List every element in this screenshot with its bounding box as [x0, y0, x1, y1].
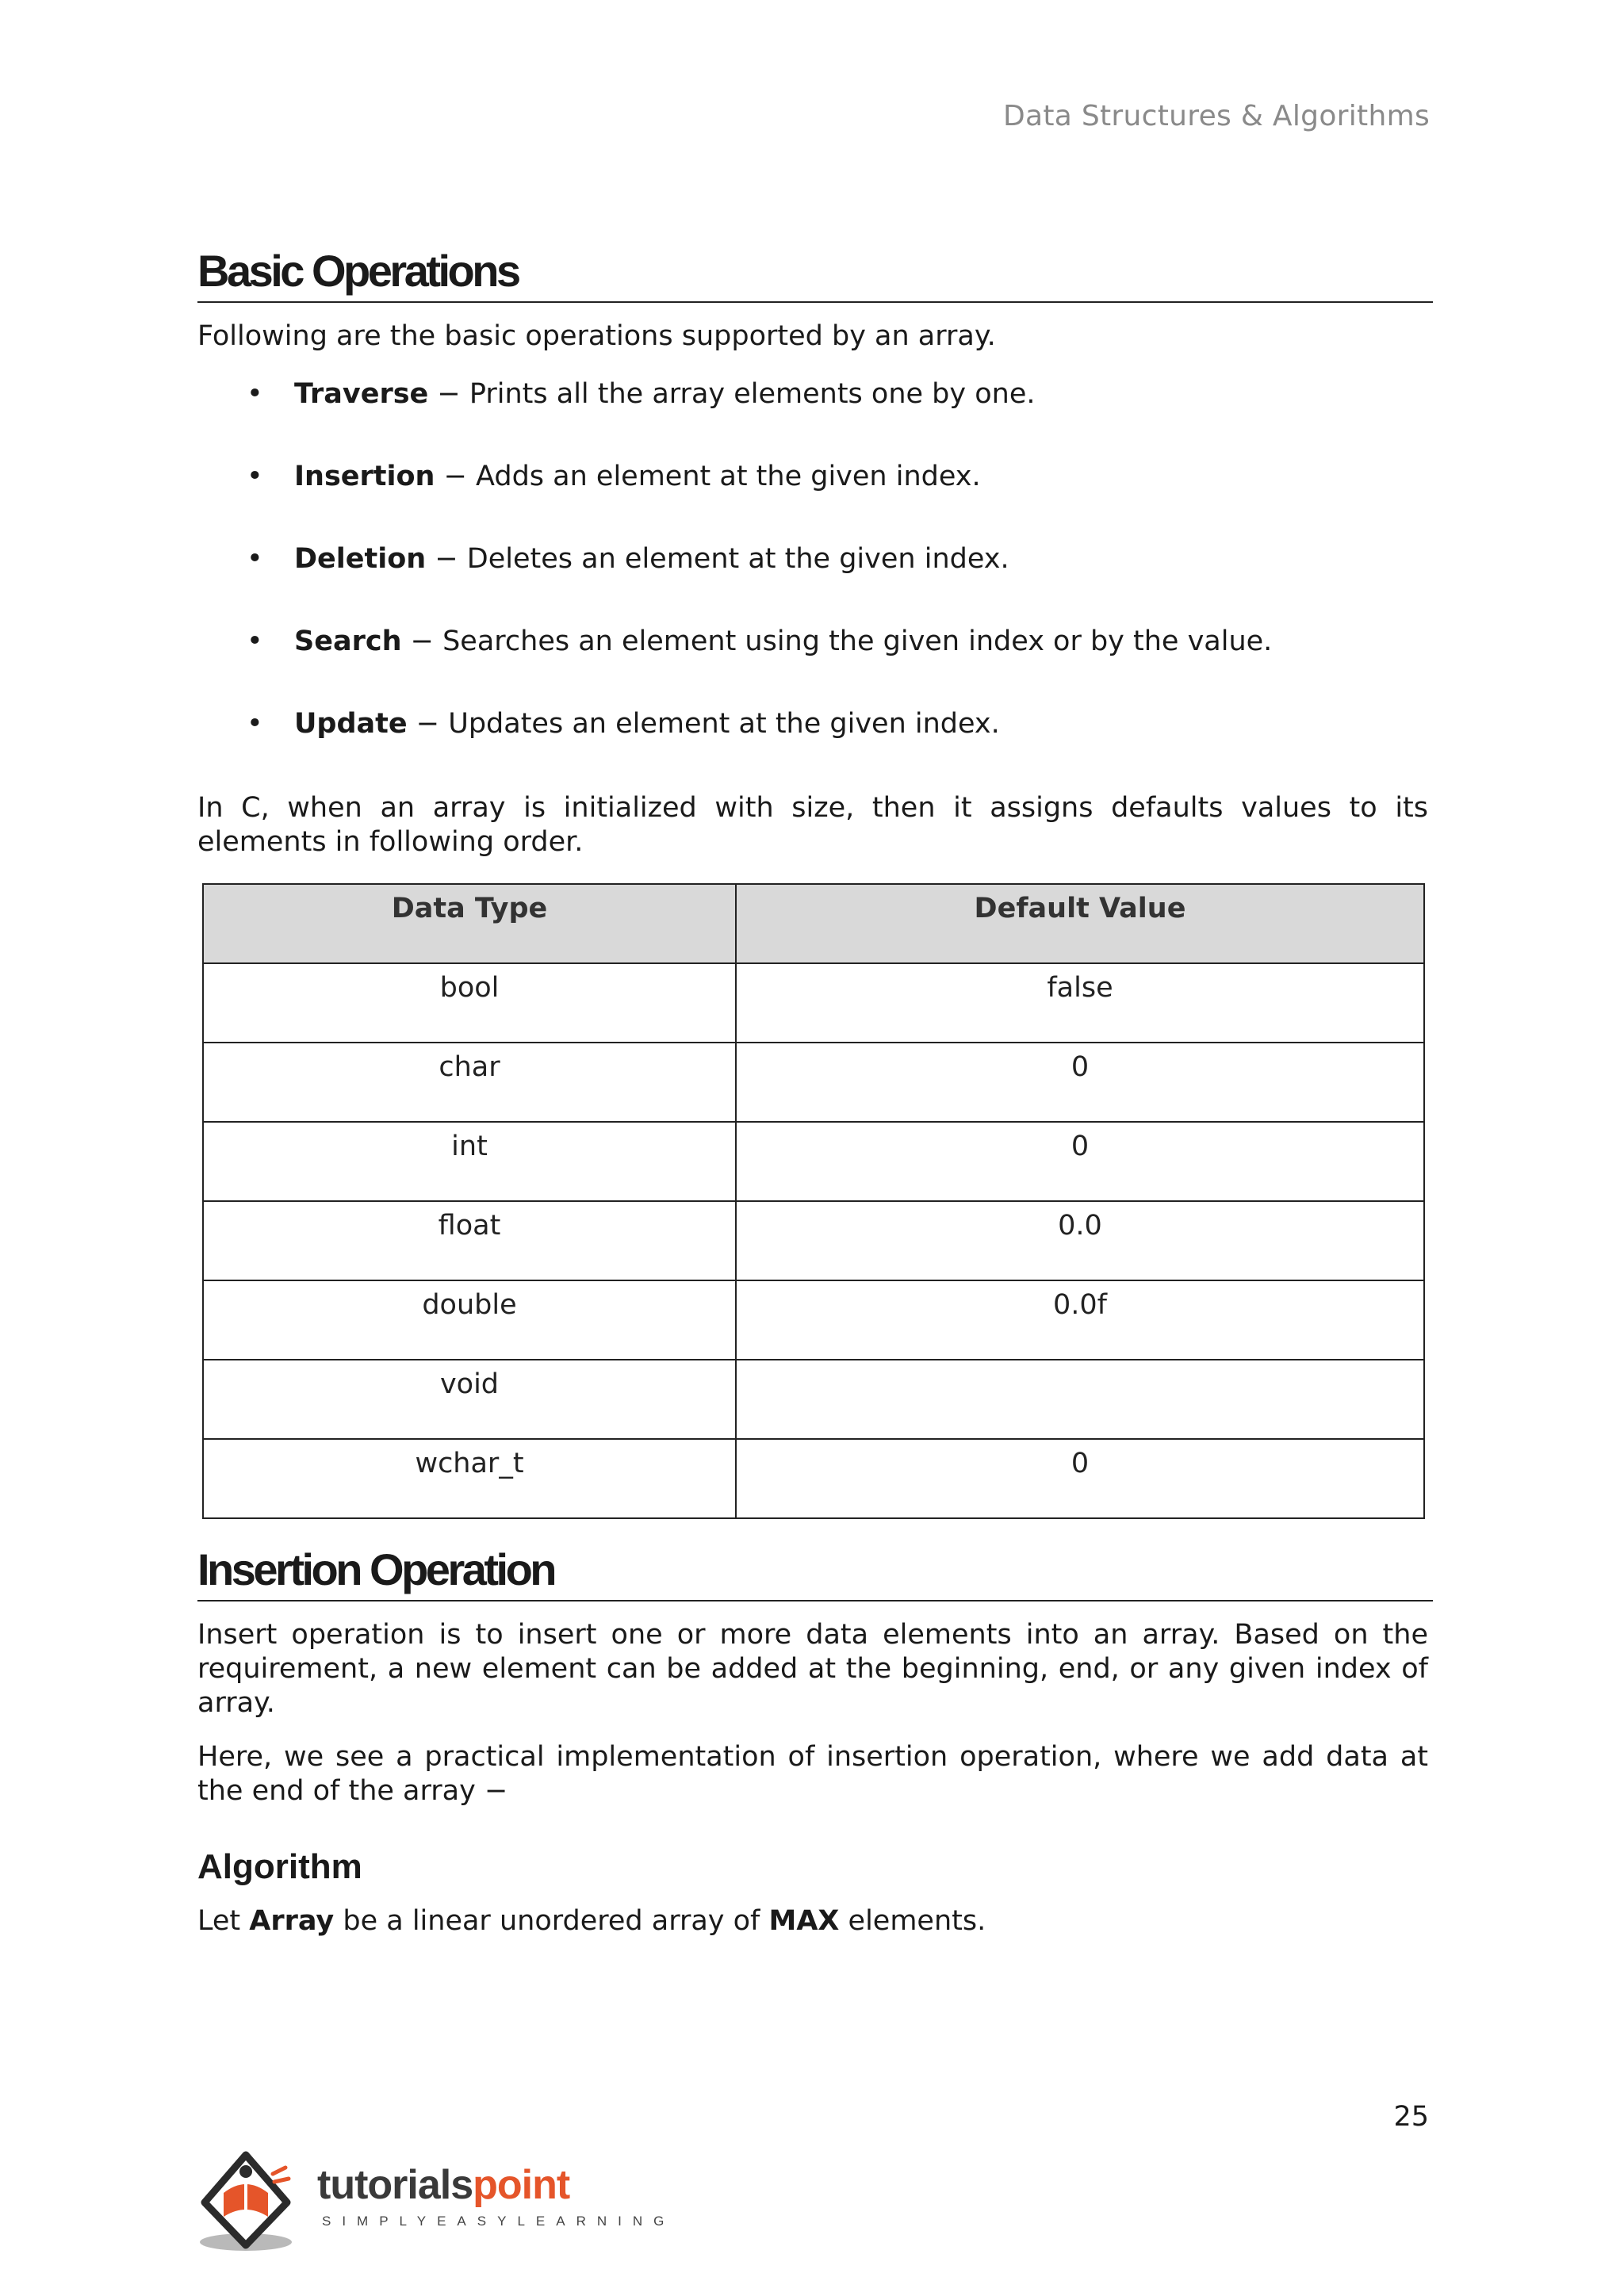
insertion-operation-title: Insertion Operation	[197, 1544, 1433, 1601]
bullet-icon: •	[247, 378, 263, 410]
table-header-row	[203, 884, 1424, 963]
operation-desc: − Adds an element at the given index.	[435, 461, 981, 492]
bullet-icon: •	[247, 461, 263, 492]
data-type-cell: bool	[203, 963, 736, 1043]
logo-word-point: point	[473, 2162, 570, 2208]
logo-emblem-icon	[197, 2133, 324, 2260]
operation-term: Update	[294, 708, 408, 740]
algorithm-text-prefix: Let	[197, 1905, 250, 1937]
basic-operations-title: Basic Operations	[197, 246, 1433, 303]
table-row	[203, 963, 1424, 1043]
table-row	[203, 1439, 1424, 1518]
column-header-default-value: Default Value	[736, 884, 1424, 963]
data-type-cell: wchar_t	[203, 1439, 736, 1518]
operation-desc: − Searches an element using the given index or by the value.	[401, 626, 1273, 657]
default-value-cell: 0.0	[736, 1201, 1424, 1280]
operation-desc: − Prints all the array elements one by one.	[428, 378, 1036, 410]
default-value-cell: 0.0f	[736, 1280, 1424, 1360]
table-row	[203, 1280, 1424, 1360]
default-value-cell: false	[736, 963, 1424, 1043]
operation-term: Insertion	[294, 461, 435, 492]
data-type-cell: int	[203, 1122, 736, 1201]
operation-desc: − Updates an element at the given index.	[407, 708, 1000, 740]
algorithm-text-middle: be a linear unordered array of	[334, 1905, 769, 1937]
basic-operations-intro: Following are the basic operations supported by an array.	[197, 320, 996, 352]
algorithm-text-suffix: elements.	[839, 1905, 986, 1937]
table-row	[203, 1122, 1424, 1201]
insertion-paragraph-1: Insert operation is to insert one or more data elements into an array. Based on the requirement, a new element can be added at the beginning, end, or any given index of array.	[197, 1619, 1428, 1719]
max-term: MAX	[768, 1905, 840, 1937]
array-term: Array	[249, 1905, 335, 1937]
insertion-paragraph-2: Here, we see a practical implementation of insertion operation, where we add data at the end of the array −	[197, 1741, 1428, 1807]
table-row	[203, 1201, 1424, 1280]
operation-term: Deletion	[294, 543, 427, 575]
data-type-cell: void	[203, 1360, 736, 1439]
operation-desc: − Deletes an element at the given index.	[426, 543, 1009, 575]
default-value-cell: 0	[736, 1439, 1424, 1518]
default-value-cell	[736, 1360, 1424, 1439]
data-type-cell: float	[203, 1201, 736, 1280]
data-type-cell: double	[203, 1280, 736, 1360]
operation-term: Traverse	[294, 378, 429, 410]
logo-tagline: SIMPLYEASYLEARNING	[322, 2214, 676, 2229]
algorithm-text	[197, 1904, 1428, 1938]
algorithm-heading: Algorithm	[197, 1847, 362, 1886]
default-value-cell: 0	[736, 1043, 1424, 1122]
bullet-icon: •	[247, 626, 263, 657]
bullet-icon: •	[247, 708, 263, 740]
logo-word-tutorials: tutorials	[317, 2162, 473, 2208]
table-row	[203, 1360, 1424, 1439]
default-values-table	[202, 883, 1425, 1519]
operation-term: Search	[294, 626, 402, 657]
page-number: 25	[1393, 2101, 1429, 2133]
column-header-data-type: Data Type	[203, 884, 736, 963]
running-header: Data Structures & Algorithms	[1002, 100, 1430, 132]
defaults-note: In C, when an array is initialized with size, then it assigns defaults values to its elements in following order.	[197, 792, 1428, 858]
table-row	[203, 1043, 1424, 1122]
tutorialspoint-logo	[197, 2133, 676, 2260]
bullet-icon: •	[247, 543, 263, 575]
data-type-cell: char	[203, 1043, 736, 1122]
default-value-cell: 0	[736, 1122, 1424, 1201]
